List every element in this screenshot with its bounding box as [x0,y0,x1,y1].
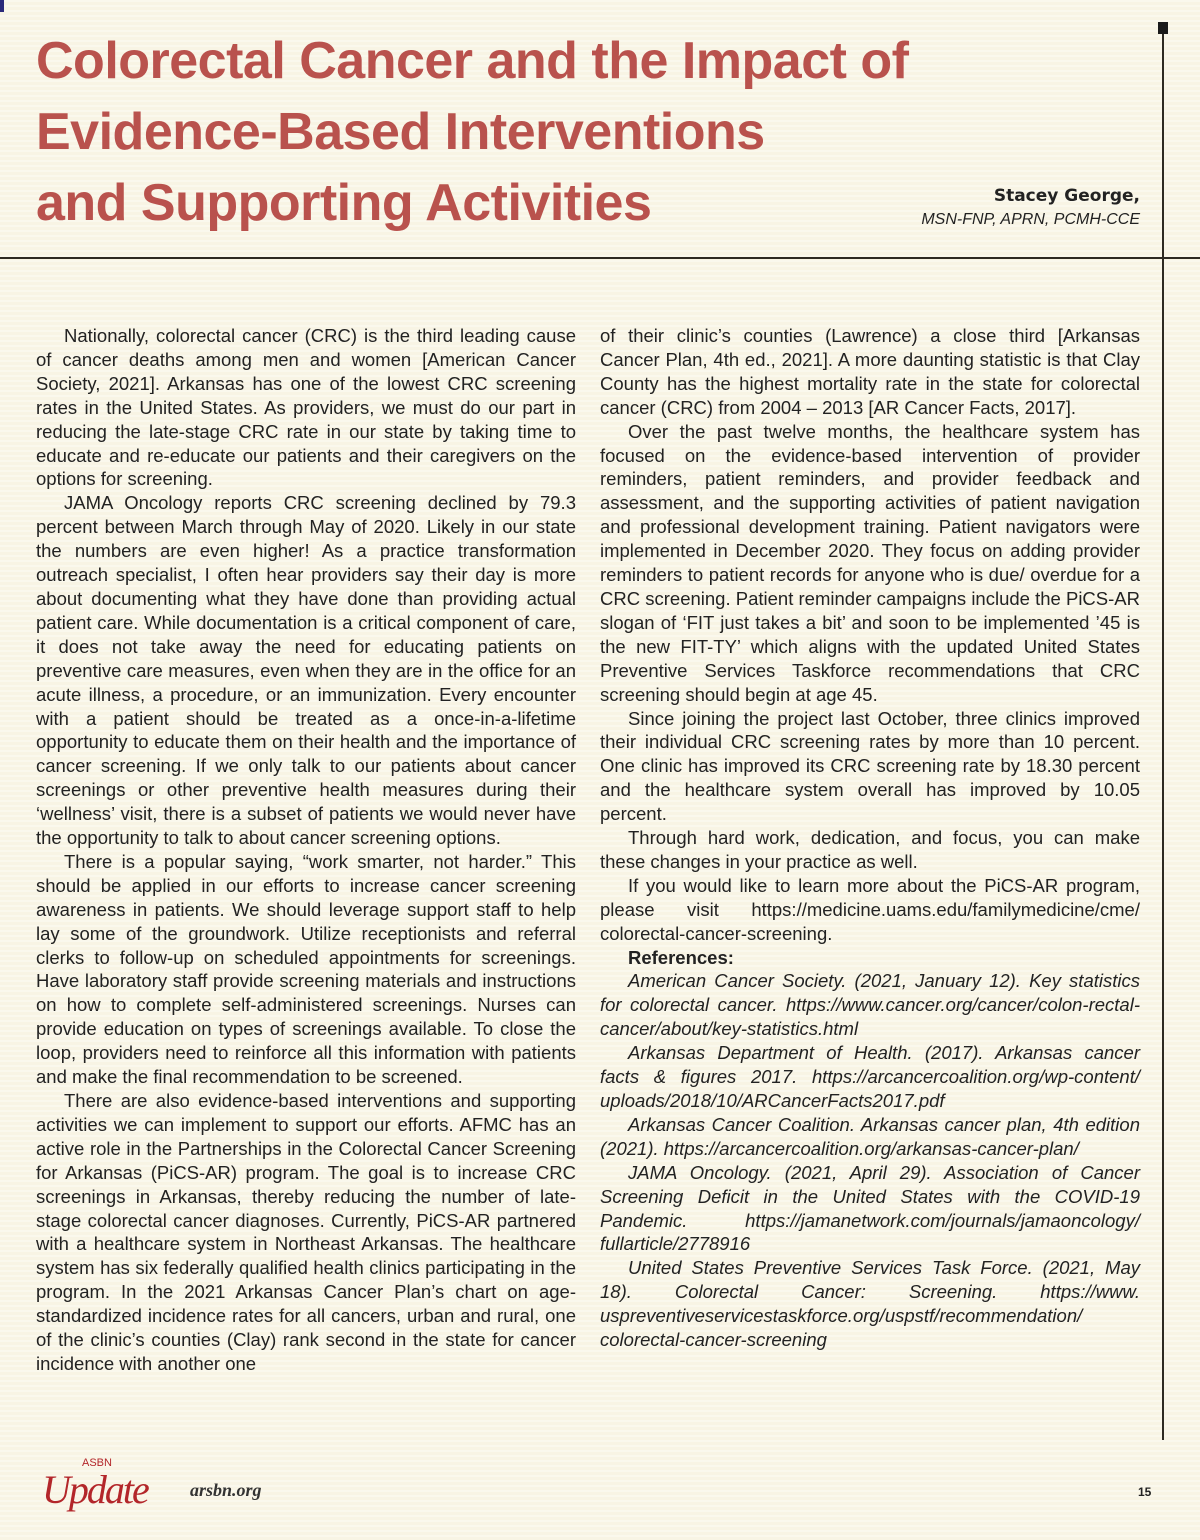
header-divider [0,257,1200,259]
reference-item: United States Preventive Services Task Force. (2021, May 18). Colorectal Cancer: Screening. https://www. uspreventiveservicestaskforce.org/uspstf/recommendation/ colorectal-cancer-screening [600,1257,1140,1351]
title-line: Colorectal Cancer and the Impact of [36,32,909,90]
reference-item: Arkansas Department of Health. (2017). Arkansas cancer facts & figures 2017. https://arcancercoalition.org/wp-content/ uploads/2018/10/ARCancerFacts2017.pdf [600,1042,1140,1111]
body-paragraph: Over the past twelve months, the healthcare system has focused on the evidence-based intervention of provider reminders, patient reminders, and provider feedback and assessment, and the supporting activities of patient navigation and professional development training. Patient navigators were implemented in December 2020. They focus on adding provider reminders to patient records for anyone who is due/ overdue for a CRC screening. Patient reminder campaigns include the PiCS-AR slogan of ‘FIT just takes a bit’ and soon to be implemented ’45 is the new FIT-TY’ which aligns with the updated United States Preventive Services Taskforce recommendations that CRC screening should begin at age 45. [600,420,1140,705]
title-line: Evidence-Based Interventions [36,103,765,161]
author-credentials: MSN-FNP, APRN, PCMH-CCE [921,211,1140,228]
reference-item: JAMA Oncology. (2021, April 29). Association of Cancer Screening Deficit in the United States with the COVID-19 Pandemic. https://jamanetwork.com/journals/jamaoncology/ fullarticle/2778916 [600,1161,1140,1255]
body-paragraph: Since joining the project last October, three clinics improved their individual CRC screening rates by more than 10 percent. One clinic has improved its CRC screening rate by 18.30 percent and the healthcare system overall has improved by 10.05 percent. [600,707,1140,825]
article-title [36,26,908,239]
references-heading: References: [628,946,734,968]
left-column [36,324,576,1376]
corner-mark [0,0,4,12]
right-column [600,324,1140,1352]
body-paragraph: There is a popular saying, “work smarter, not harder.” This should be applied in our efforts to increase cancer screening awareness in patients. We should leverage support staff to help lay some of the groundwork. Utilize receptionists and referral clerks to follow-up on scheduled appointments for screenings. Have laboratory staff provide screening materials and instructions on how to complete self-administered screenings. Nurses can provide education on types of screenings available. To close the loop, providers need to reinforce all this information with patients and make the final recommendation to be screened. [36,850,576,1088]
page-number: 15 [1138,1485,1152,1499]
logo-superscript: ASBN [82,1457,112,1469]
body-paragraph: Nationally, colorectal cancer (CRC) is the third leading cause of cancer deaths among men and women [American Cancer Society, 2021]. Arkansas has one of the lowest CRC screening rates in the United States. As providers, we must do our part in reducing the late-stage CRC rate in our state by taking time to educate and re-educate our patients and their caregivers on the options for screening. [36,325,576,490]
body-paragraph: Through hard work, dedication, and focus, you can make these changes in your practice as well. [600,827,1140,872]
reference-item: American Cancer Society. (2021, January 12). Key statistics for colorectal cancer. https://www.cancer.org/cancer/colon-rectal-cancer/about/key-statistics.html [600,970,1140,1040]
reference-item: Arkansas Cancer Coalition. Arkansas cancer plan, 4th edition (2021). https://arcancercoalition.org/arkansas-cancer-plan/ [600,1113,1140,1159]
author-byline [921,184,1140,232]
logo-text: Update [42,1467,148,1512]
body-paragraph: If you would like to learn more about the PiCS-AR program, please visit https://medicine.uams.edu/familymedicine/cme/ colorectal-cancer-screening. [600,874,1140,944]
footer-url: arsbn.org [190,1480,262,1500]
body-paragraph: JAMA Oncology reports CRC screening declined by 79.3 percent between March through May of 2020. Likely in our state the numbers are even higher! As a practice transformation outreach specialist, I often hear providers say their day is more about documenting what they have done than providing actual patient care. While documentation is a critical component of care, it does not take away the need for educating patients on preventive care measures, even when they are in the office for an acute illness, a procedure, or an immunization. Every encounter with a patient should be treated as a once-in-a-lifetime opportunity to educate them on their health and the importance of cancer screening. If we only talk to our patients about cancer screenings or other preventive health measures during their ‘wellness’ visit, there is a subset of patients we would never have the opportunity to talk to about cancer screening options. [36,492,576,849]
vertical-rule [1162,22,1164,1440]
vertical-rule-cap [1158,22,1168,34]
author-name: Stacey George, [993,186,1140,206]
body-paragraph: There are also evidence-based interventions and supporting activities we can implement to support our efforts. AFMC has an active role in the Partnerships in the Colorectal Cancer Screening for Arkansas (PiCS-AR) program. The goal is to increase CRC screenings in Arkansas, thereby reducing the number of late-stage colorectal cancer diagnoses. Currently, PiCS-AR partnered with a healthcare system in Northeast Arkansas. The healthcare system has six federally qualified health clinics participating in the program. In the 2021 Arkansas Cancer Plan’s chart on age-standardized incidence rates for all cancers, urban and rural, one of the clinic’s counties (Clay) rank second in the state for cancer incidence with another one [36,1090,576,1374]
body-paragraph-continued: of their clinic’s counties (Lawrence) a close third [Arkansas Cancer Plan, 4th ed., 2021]. A more daunting statistic is that Clay County has the highest mortality rate in the state for colorectal cancer (CRC) from 2004 – 2013 [AR Cancer Facts, 2017]. [600,325,1140,418]
title-line: and Supporting Activities [36,174,652,232]
asbn-update-logo [42,1457,148,1512]
